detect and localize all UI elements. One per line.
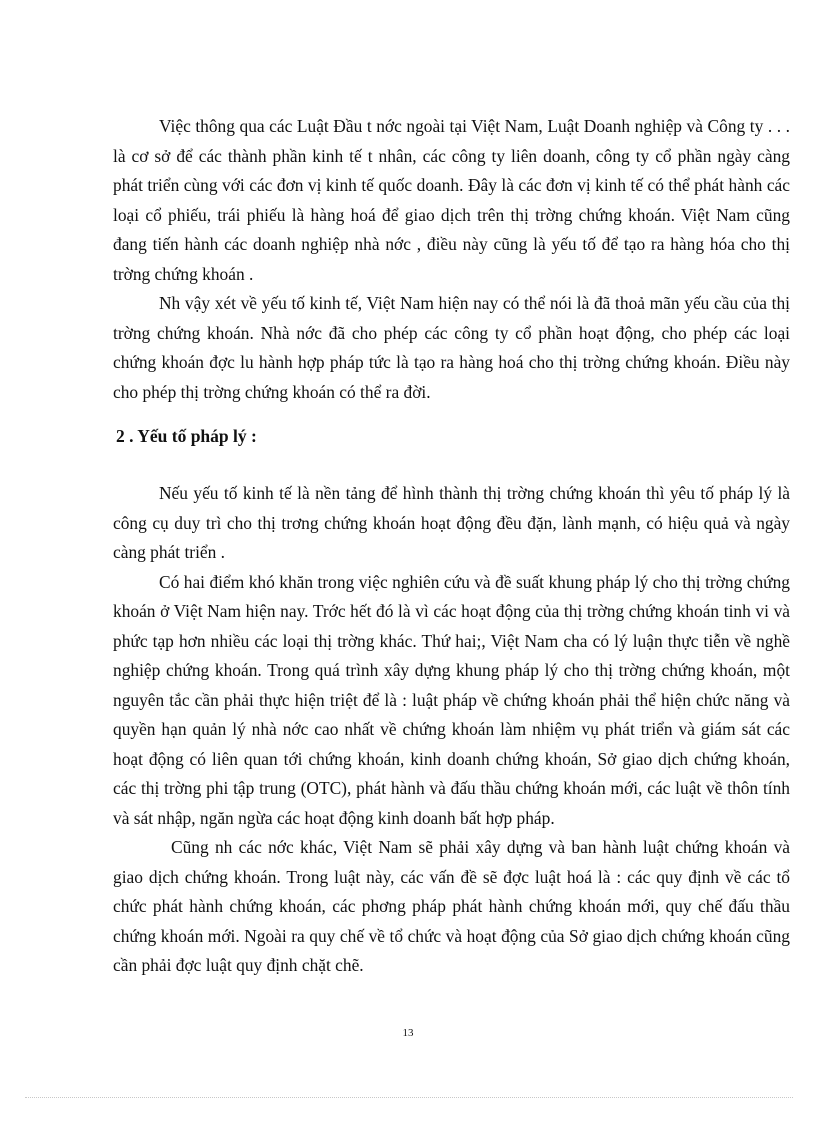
paragraph: Cũng nh các nớc khác, Việt Nam sẽ phải xây dựng và ban hành luật chứng khoán và giao dịch chứng khoán. Trong luật này, các vấn đề sẽ đợc luật hoá là : các quy định về các tổ chức phát hành chứng khoán, các phơng pháp phát hành chứng khoán mới, quy chế đấu thầu chứng khoán mới. Ngoài ra quy chế về tổ chức và hoạt động của Sở giao dịch chứng khoán cũng cần phải đợc luật quy định chặt chẽ. bbox=[113, 837, 795, 975]
page-number: 13 bbox=[402, 1027, 414, 1039]
footer-divider bbox=[25, 1097, 793, 1098]
section-heading: 2 . Yếu tố pháp lý : bbox=[116, 426, 257, 446]
paragraph: Nh vậy xét về yếu tố kinh tế, Việt Nam hiện nay có thể nói là đã thoả mãn yếu cầu của thị trờng chứng khoán. Nhà nớc đã cho phép các công ty cổ phần hoạt động, cho phép các loại chứng khoán đợc lu hành hợp pháp tức là tạo ra hàng hoá cho thị trờng chứng khoán. Điều này cho phép thị trờng chứng khoán có thể ra đời. bbox=[113, 293, 795, 402]
paragraph: Nếu yếu tố kinh tế là nền tảng để hình thành thị trờng chứng khoán thì yêu tố pháp lý là công cụ duy trì cho thị trơng chứng khoán hoạt động đều đặn, lành mạnh, có hiệu quả và ngày càng phát triển . bbox=[113, 483, 795, 562]
paragraph: Có hai điểm khó khăn trong việc nghiên cứu và đề suất khung pháp lý cho thị trờng chứng khoán ở Việt Nam hiện nay. Trớc hết đó là vì các hoạt động của thị trờng chứng khoán tinh vi và phức tạp hơn nhiều các loại thị trờng khác. Thứ hai;, Việt Nam cha có lý luận thực tiễn về nghề nghiệp chứng khoán. Trong quá trình xây dựng khung pháp lý cho thị trờng chứng khoán, một nguyên tắc cần phải thực hiện triệt để là : luật pháp về chứng khoán phải thể hiện chức năng và quyền hạn quản lý nhà nớc cao nhất về chứng khoán làm nhiệm vụ phát triển và giám sát các hoạt động có liên quan tới chứng khoán, kinh doanh chứng khoán, Sở giao dịch chứng khoán, các thị trờng phi tập trung (OTC), phát hành và đấu thầu chứng khoán mới, các luật về thôn tính và sát nhập, ngăn ngừa các hoạt động kinh doanh bất hợp pháp. bbox=[113, 571, 795, 828]
section-2-body bbox=[113, 479, 795, 981]
section-1-body bbox=[113, 112, 795, 407]
paragraph: Việc thông qua các Luật Đầu t nớc ngoài tại Việt Nam, Luật Doanh nghiệp và Công ty . . . là cơ sở để các thành phần kinh tế t nhân, các công ty liên doanh, công ty cổ phần ngày càng phát triển cùng với các đơn vị kinh tế quốc doanh. Đây là các đơn vị kinh tế có thể phát hành các loại cổ phiếu, trái phiếu là hàng hoá để giao dịch trên thị trờng chứng khoán. Việt Nam cũng đang tiến hành các doanh nghiệp nhà nớc , điều này cũng là yếu tố để tạo ra hàng hóa cho thị trờng chứng khoán . bbox=[113, 116, 795, 284]
